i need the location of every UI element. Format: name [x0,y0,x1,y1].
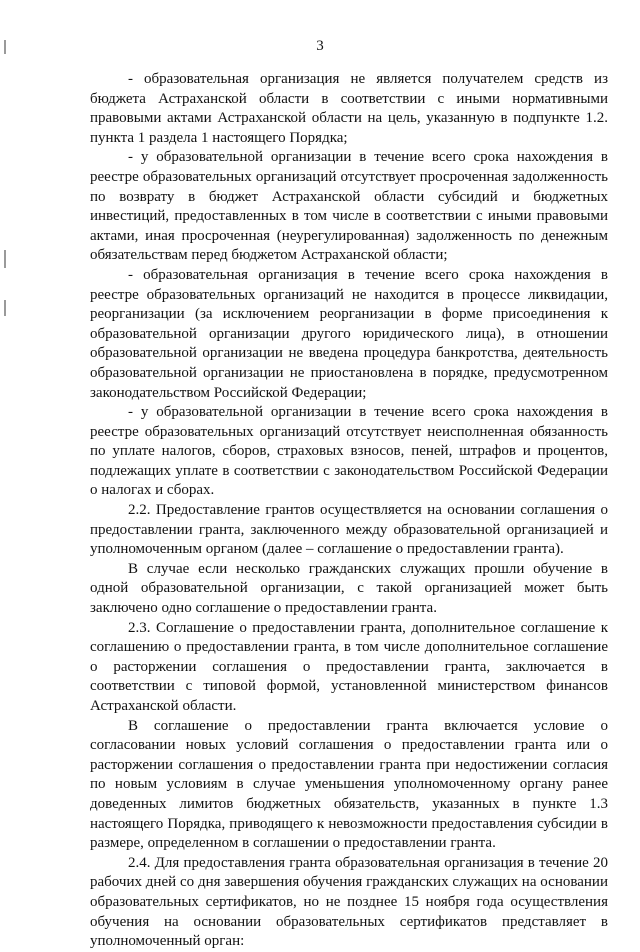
document-body [90,70,608,952]
paragraph: - образовательная организация не является получателем средств из бюджета Астраханской области в соответствии с иными нормативными правовыми актами Астраханской области на цель, указанную в подпункте 1.2. пункта 1 раздела 1 настоящего Порядка; [90,71,608,146]
paragraph: - у образовательной организации в течение всего срока нахождения в реестре образовательных организаций отсутствует просроченная задолженность по возврату в бюджет Астраханской области субсидий и бюджетных инвестиций, предоставленных в том числе в соответствии с иными правовыми актами, иная просроченная (неурегулированная) задолженность по денежным обязательствам перед бюджетом Астраханской области; [90,149,608,264]
paragraph: 2.4. Для предоставления гранта образовательная организация в течение 20 рабочих дней со дня завершения обучения гражданских служащих на основании образовательных сертификатов, но не позднее 15 ноября года осуществления обучения на основании образовательных сертификатов представляет в уполномоченный орган: [90,854,608,950]
paragraph: В случае если несколько гражданских служащих прошли обучение в одной образовательной организации, с такой организацией может быть заключено одно соглашение о предоставлении гранта. [90,560,608,617]
paragraph: - у образовательной организации в течение всего срока нахождения в реестре образовательных организаций отсутствует неисполненная обязанность по уплате налогов, сборов, страховых взносов, пеней, штрафов и процентов, подлежащих уплате в соответствии с законодательством Российской Федерации о налогах и сборах. [90,404,608,499]
paragraph: В соглашение о предоставлении гранта включается условие о согласовании новых условий соглашения о предоставлении гранта или о расторжении соглашения о предоставлении гранта при недостижении согласия по новым условиям в случае уменьшения уполномоченному органу ранее доведенных лимитов бюджетных обязательств, указанных в пункте 1.3 настоящего Порядка, приводящего к невозможности предоставления субсидии в размере, определенном в соглашении о предоставлении гранта. [90,717,608,852]
scan-edge-mark [4,250,6,268]
page-number: 3 [316,38,324,54]
paragraph: - образовательная организация в течение всего срока нахождения в реестре образовательных организаций не находится в процессе ликвидации, реорганизации (за исключением реорганизации в форме присоединения к образовательной организации другого юридического лица), в отношении образовательной организации не введена процедура банкротства, деятельность образовательной организации не приостановлена в порядке, предусмотренном законодательством Российской Федерации; [90,266,608,401]
paragraph: 2.2. Предоставление грантов осуществляется на основании соглашения о предоставлении гранта, заключенного между образовательной организацией и уполномоченным органом (далее – соглашение о предоставлении гранта). [90,502,608,558]
scan-edge-mark [4,300,6,316]
paragraph: 2.3. Соглашение о предоставлении гранта, дополнительное соглашение к соглашению о предоставлении гранта, в том числе дополнительное соглашение о расторжении соглашения о предоставлении гранта, заключается в соответствии с типовой формой, установленной министерством финансов Астраханской области. [90,619,608,714]
